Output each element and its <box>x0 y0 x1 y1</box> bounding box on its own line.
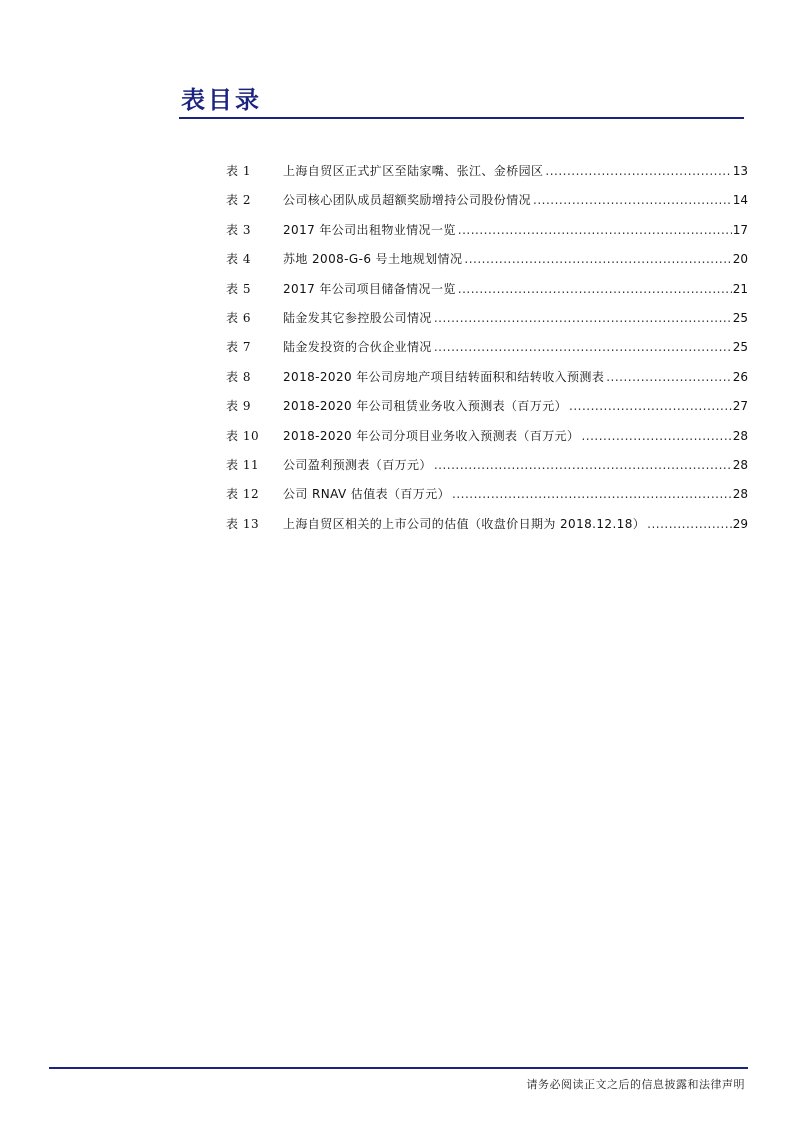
toc-dot-leader <box>464 245 731 274</box>
toc-entry-page: 28 <box>732 428 748 443</box>
toc-dot-leader <box>434 333 732 362</box>
toc-dot-leader <box>533 186 732 215</box>
toc-dot-leader <box>606 363 731 392</box>
toc-entry[interactable] <box>226 510 748 539</box>
toc-entry-title: 公司盈利预测表（百万元） <box>283 457 432 472</box>
toc-entry-title: 2018-2020 年公司分项目业务收入预测表（百万元） <box>283 428 580 443</box>
toc-entry[interactable] <box>226 157 748 186</box>
toc-entry-label: 表 3 <box>226 222 251 237</box>
toc-dot-leader <box>545 157 731 186</box>
toc-entry-label: 表 13 <box>226 516 260 531</box>
toc-entry-title: 陆金发其它参控股公司情况 <box>283 310 432 325</box>
toc-entry-label: 表 10 <box>226 428 260 443</box>
toc-entry[interactable] <box>226 304 748 333</box>
toc-entry-page: 17 <box>732 222 748 237</box>
toc-dot-leader <box>434 451 732 480</box>
table-of-contents <box>226 157 748 539</box>
toc-entry[interactable] <box>226 392 748 421</box>
page-title: 表目录 <box>181 85 262 114</box>
toc-entry-label: 表 4 <box>226 252 251 267</box>
title-divider <box>179 117 744 119</box>
toc-entry-page: 21 <box>732 281 748 296</box>
toc-entry-title: 2017 年公司出租物业情况一览 <box>283 222 456 237</box>
toc-entry-page: 26 <box>732 369 748 384</box>
toc-entry-label: 表 2 <box>226 193 251 208</box>
toc-dot-leader <box>452 480 732 509</box>
toc-dot-leader <box>458 216 732 245</box>
footer-divider <box>49 1067 748 1069</box>
toc-entry-label: 表 12 <box>226 487 260 502</box>
toc-entry-page: 28 <box>732 457 748 472</box>
toc-entry-title: 2017 年公司项目储备情况一览 <box>283 281 456 296</box>
toc-entry-label: 表 8 <box>226 369 251 384</box>
toc-entry-title: 公司 RNAV 估值表（百万元） <box>283 487 450 502</box>
toc-entry[interactable] <box>226 333 748 362</box>
toc-entry-page: 13 <box>732 164 748 178</box>
toc-entry-page: 20 <box>732 252 748 267</box>
toc-entry-title: 陆金发投资的合伙企业情况 <box>283 340 432 355</box>
toc-dot-leader <box>581 422 731 451</box>
toc-entry-page: 29 <box>732 516 748 531</box>
toc-entry-label: 表 11 <box>226 457 260 472</box>
toc-entry[interactable] <box>226 216 748 245</box>
toc-entry[interactable] <box>226 422 748 451</box>
toc-entry-label: 表 9 <box>226 399 251 414</box>
toc-entry-label: 表 5 <box>226 281 251 296</box>
toc-entry-page: 27 <box>732 399 748 414</box>
toc-dot-leader <box>458 275 732 304</box>
toc-dot-leader <box>647 510 732 539</box>
toc-entry[interactable] <box>226 480 748 509</box>
toc-dot-leader <box>569 392 732 421</box>
toc-entry-title: 上海自贸区相关的上市公司的估值（收盘价日期为 2018.12.18） <box>283 516 646 531</box>
toc-entry-page: 28 <box>732 487 748 502</box>
footer-disclaimer: 请务必阅读正文之后的信息披露和法律声明 <box>526 1078 745 1091</box>
toc-entry[interactable] <box>226 275 748 304</box>
toc-entry[interactable] <box>226 363 748 392</box>
toc-entry[interactable] <box>226 451 748 480</box>
toc-entry-title: 苏地 2008-G-6 号土地规划情况 <box>283 252 463 267</box>
toc-entry[interactable] <box>226 245 748 274</box>
toc-entry[interactable] <box>226 186 748 215</box>
toc-entry-label: 表 6 <box>226 310 251 325</box>
toc-dot-leader <box>434 304 732 333</box>
toc-entry-title: 2018-2020 年公司房地产项目结转面积和结转收入预测表 <box>283 369 605 384</box>
toc-entry-page: 25 <box>732 310 748 325</box>
toc-entry-label: 表 7 <box>226 340 251 355</box>
toc-entry-title: 上海自贸区正式扩区至陆家嘴、张江、金桥园区 <box>283 164 544 178</box>
toc-entry-label: 表 1 <box>226 164 251 178</box>
toc-entry-page: 25 <box>732 340 748 355</box>
toc-entry-title: 2018-2020 年公司租赁业务收入预测表（百万元） <box>283 399 568 414</box>
toc-entry-title: 公司核心团队成员超额奖励增持公司股份情况 <box>283 193 532 208</box>
toc-entry-page: 14 <box>732 193 748 208</box>
